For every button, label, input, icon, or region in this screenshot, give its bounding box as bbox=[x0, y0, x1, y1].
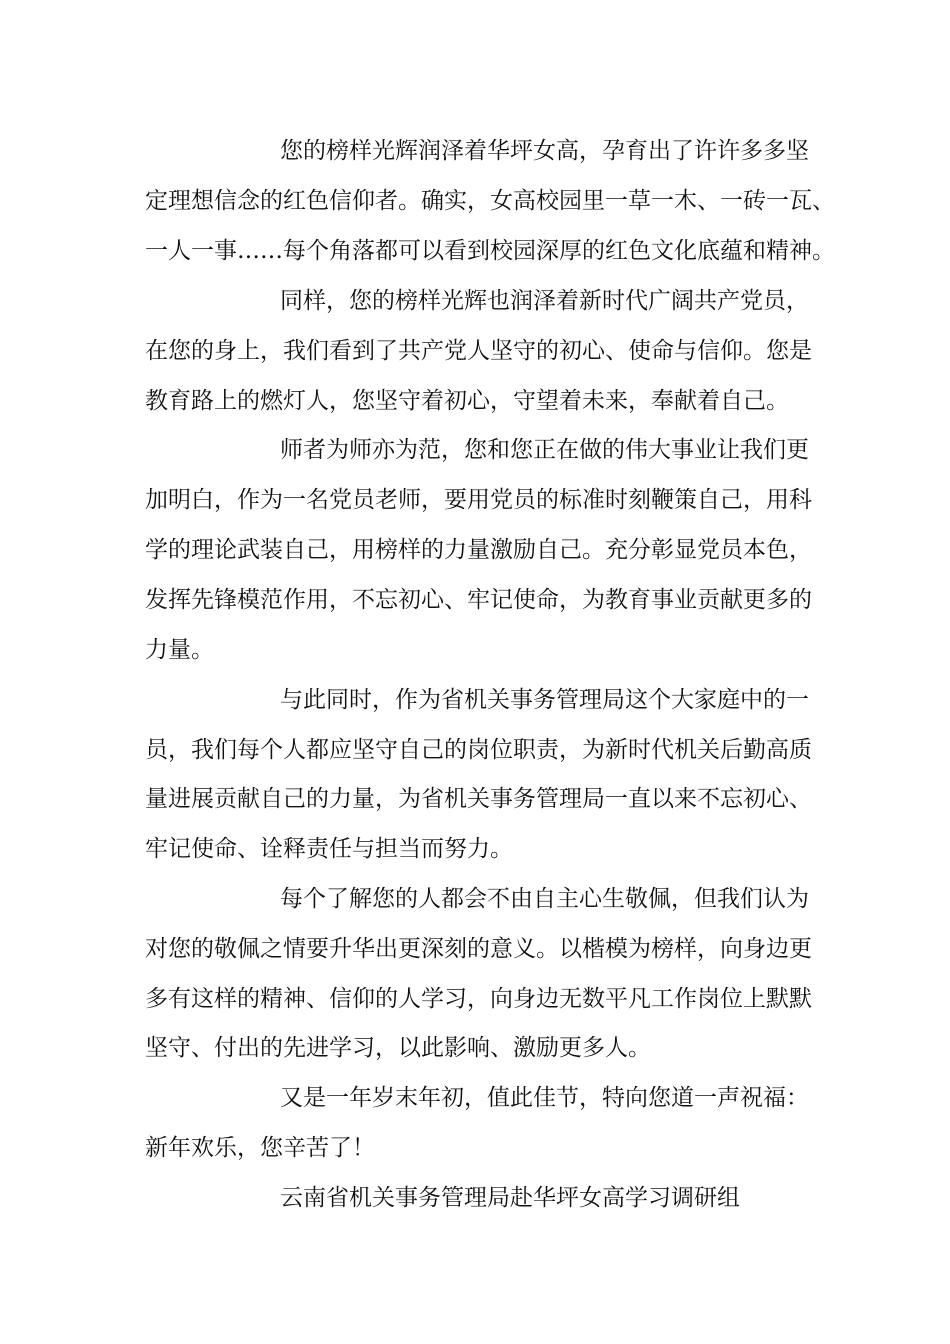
paragraph-5-line-4: 坚守、付出的先进学习，以此影响、激励更多人。 bbox=[145, 1035, 651, 1061]
paragraph-2-line-2: 在您的身上，我们看到了共产党人坚守的初心、使命与信仰。您是 bbox=[145, 338, 812, 364]
paragraph-4-line-4: 牢记使命、诠释责任与担当而努力。 bbox=[145, 836, 513, 862]
paragraph-4-line-3: 量进展贡献自己的力量，为省机关事务管理局一直以来不忘初心、 bbox=[145, 786, 812, 812]
paragraph-2-line-3: 教育路上的燃灯人，您坚守着初心，守望着未来，奉献着自己。 bbox=[145, 388, 789, 414]
signature-line: 云南省机关事务管理局赴华坪女高学习调研组 bbox=[280, 1185, 740, 1211]
paragraph-4-line-1: 与此同时，作为省机关事务管理局这个大家庭中的一 bbox=[280, 687, 809, 713]
paragraph-5-line-3: 多有这样的精神、信仰的人学习，向身边无数平凡工作岗位上默默 bbox=[145, 986, 812, 1012]
paragraph-3-line-5: 力量。 bbox=[145, 637, 214, 663]
paragraph-3-line-1: 师者为师亦为范，您和您正在做的伟大事业让我们更 bbox=[280, 437, 809, 463]
paragraph-2-line-1: 同样，您的榜样光辉也润泽着新时代广阔共产党员， bbox=[280, 288, 809, 314]
paragraph-5-line-1: 每个了解您的人都会不由自主心生敬佩，但我们认为 bbox=[280, 886, 809, 912]
paragraph-3-line-2: 加明白，作为一名党员老师，要用党员的标准时刻鞭策自己，用科 bbox=[145, 487, 812, 513]
paragraph-1-line-2: 定理想信念的红色信仰者。确实，女高校园里一草一木、一砖一瓦、 bbox=[145, 188, 835, 214]
paragraph-3-line-3: 学的理论武装自己，用榜样的力量激励自己。充分彰显党员本色， bbox=[145, 537, 812, 563]
paragraph-5-line-2: 对您的敬佩之情要升华出更深刻的意义。以楷模为榜样，向身边更 bbox=[145, 936, 812, 962]
paragraph-6-line-2: 新年欢乐，您辛苦了！ bbox=[145, 1135, 375, 1161]
paragraph-6-line-1: 又是一年岁末年初，值此佳节，特向您道一声祝福： bbox=[280, 1085, 809, 1111]
paragraph-1-line-3: 一人一事……每个角落都可以看到校园深厚的红色文化底蕴和精神。 bbox=[145, 238, 835, 264]
paragraph-1-line-1: 您的榜样光辉润泽着华坪女高，孕育出了许许多多坚 bbox=[280, 138, 809, 164]
paragraph-3-line-4: 发挥先锋模范作用，不忘初心、牢记使命，为教育事业贡献更多的 bbox=[145, 587, 812, 613]
paragraph-4-line-2: 员，我们每个人都应坚守自己的岗位职责，为新时代机关后勤高质 bbox=[145, 737, 812, 763]
